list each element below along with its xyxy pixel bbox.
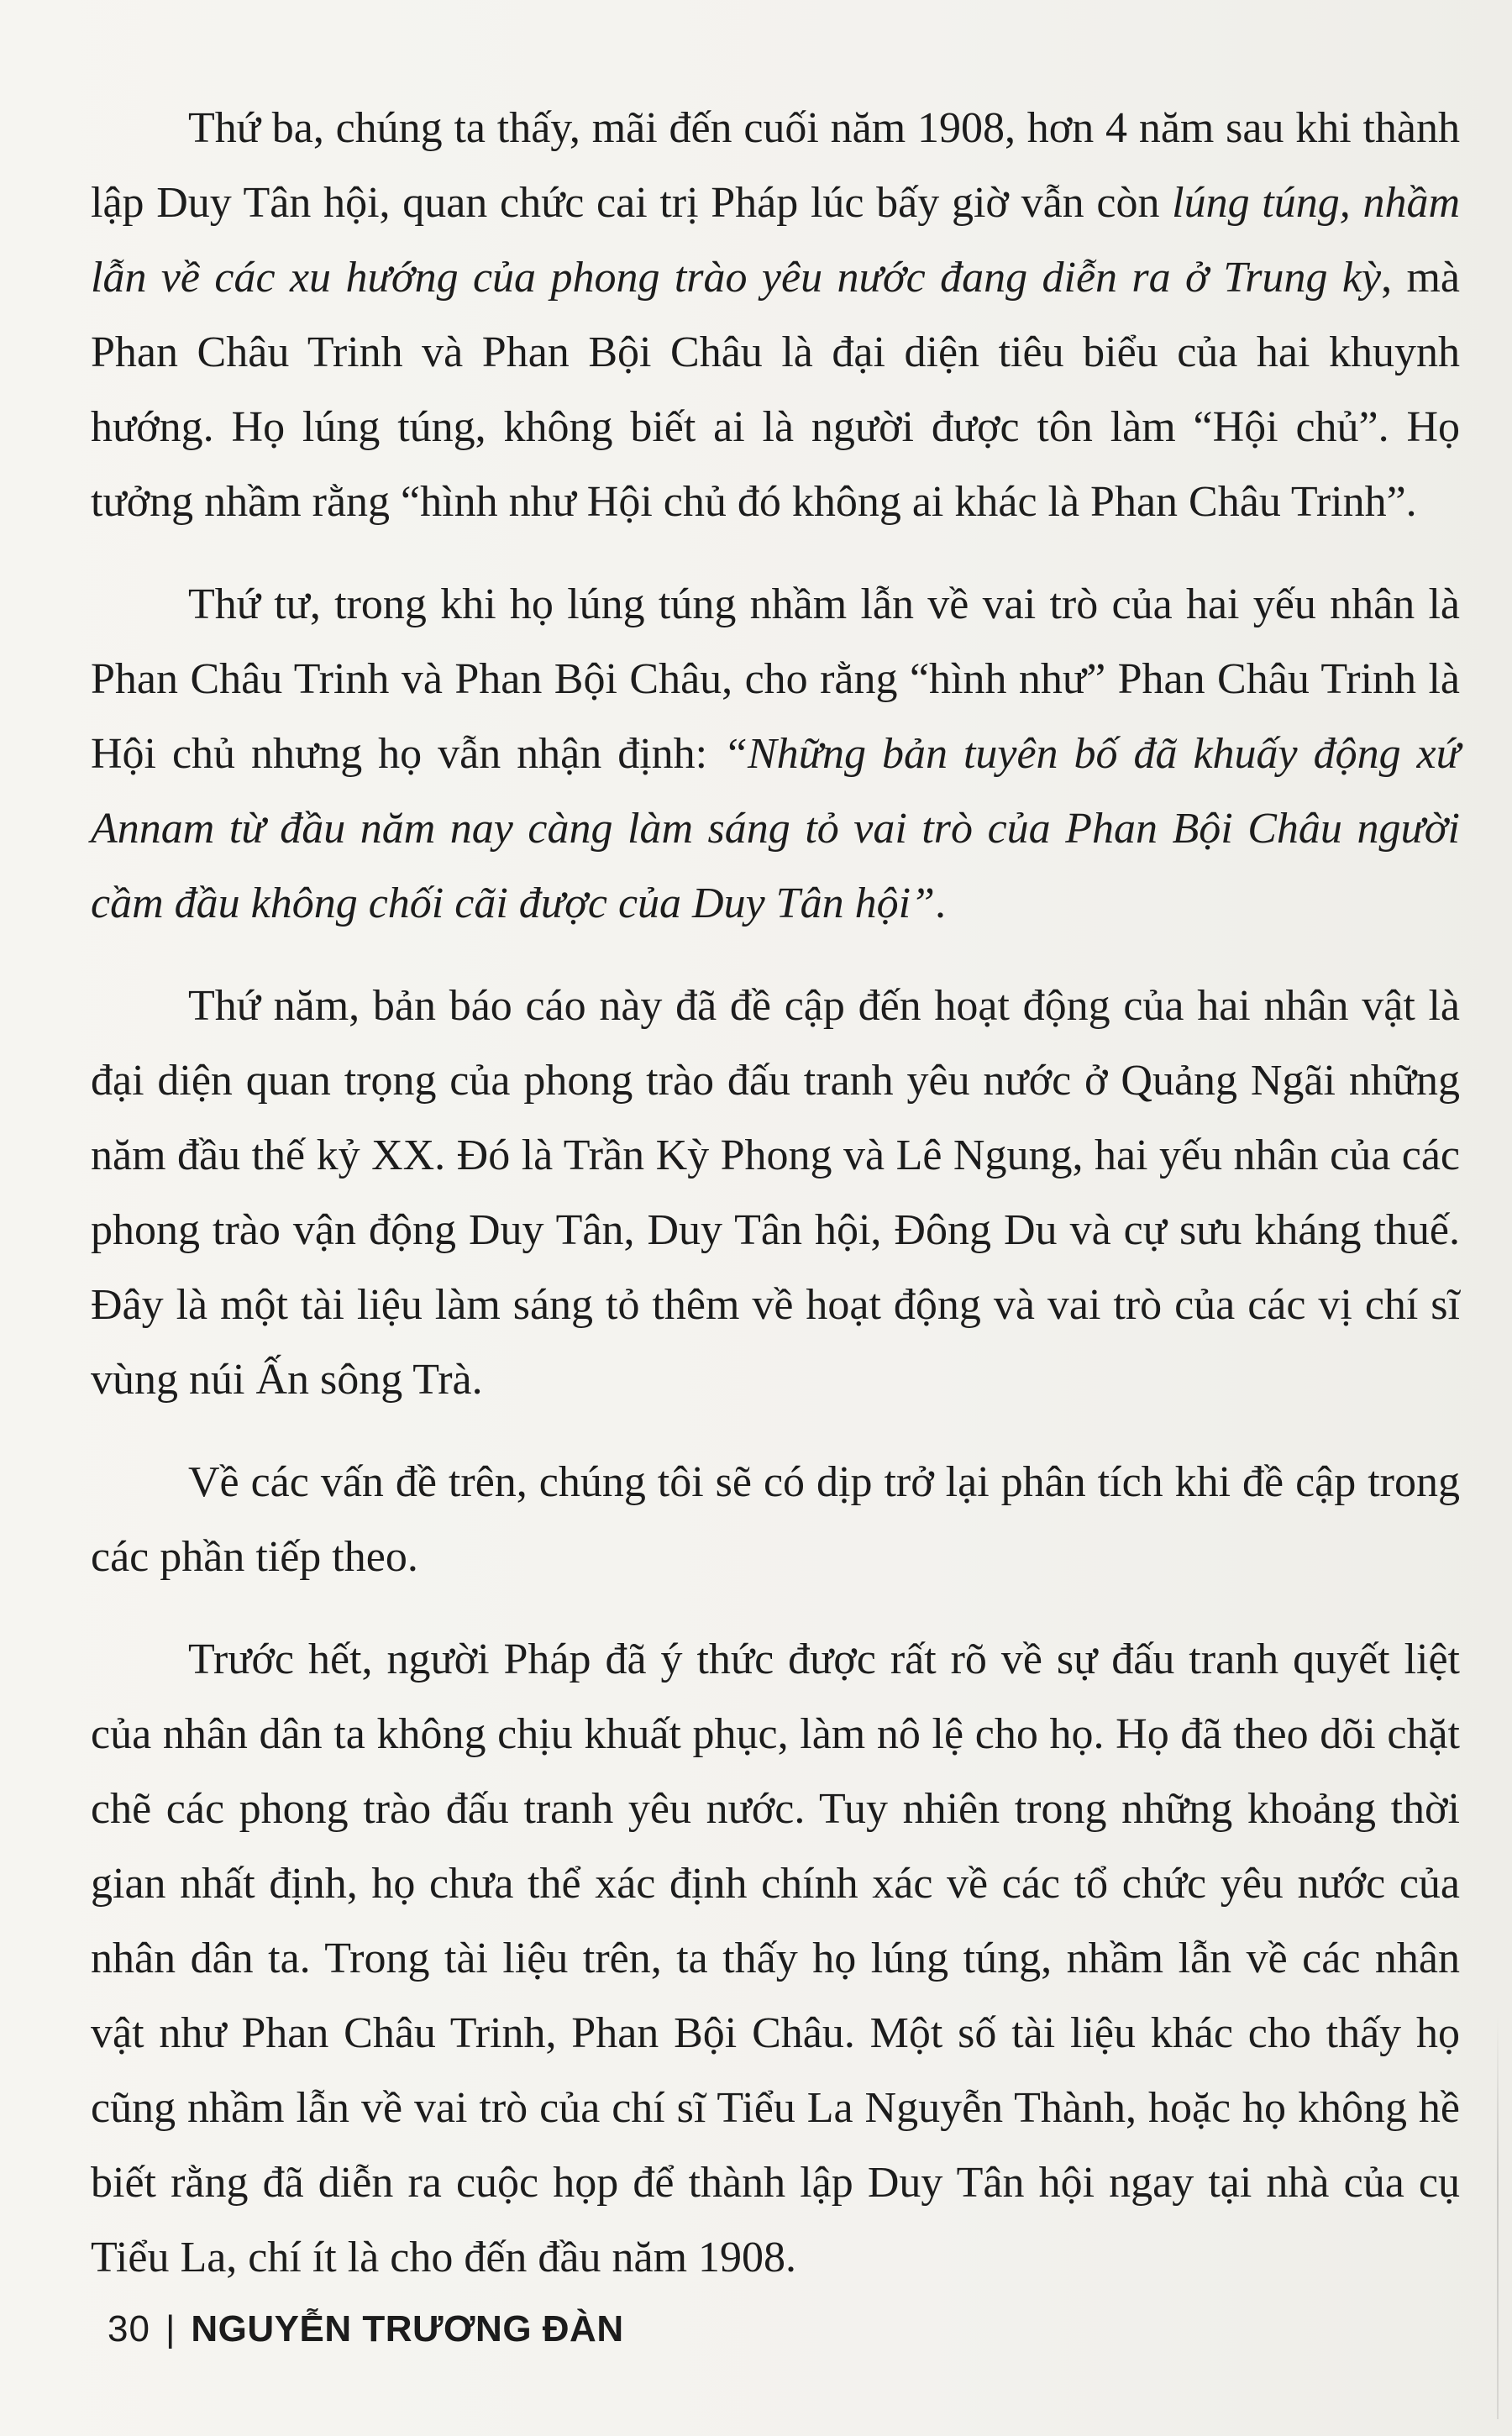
paragraph-4 (91, 1445, 1460, 1594)
author-name: NGUYỄN TRƯƠNG ĐÀN (191, 2308, 624, 2349)
para-5-seg-1: Trước hết, người Pháp đã ý thức được rất rõ về sự đấu tranh quyết liệt của nhân dân ta không chịu khuất phục, làm nô lệ cho họ. Họ đã theo dõi chặt chẽ các phong trào đấu tranh yêu nước. Tuy nhiên trong những khoảng thời gian nhất định, họ chưa thể xác định chính xác về các tổ chức yêu nước của nhân dân ta. Trong tài liệu trên, ta thấy họ lúng túng, nhầm lẫn về các nhân vật như Phan Châu Trinh, Phan Bội Châu. Một số tài liệu khác cho thấy họ cũng nhầm lẫn về vai trò của chí sĩ Tiểu La Nguyễn Thành, hoặc họ không hề biết rằng đã diễn ra cuộc họp để thành lập Duy Tân hội ngay tại nhà của cụ Tiểu La, chí ít là cho đến đầu năm 1908. (91, 1635, 1460, 2281)
paragraph-2 (91, 567, 1460, 941)
paragraph-1 (91, 91, 1460, 539)
para-1-seg-3: , mà Phan Châu Trinh và Phan Bội Châu là đại diện tiêu biểu của hai khuynh hướng. Họ lúng túng, không biết ai là người được tôn làm “Hội chủ”. Họ tưởng nhầm rằng “hình như Hội chủ đó không ai khác là Phan Châu Trinh”. (91, 254, 1460, 526)
para-1-seg-1: Thứ ba, chúng ta thấy, mãi đến cuối năm 1908, hơn 4 năm sau khi thành lập Duy Tân hội, quan chức cai trị Pháp lúc bấy giờ vẫn còn (91, 104, 1460, 227)
paragraph-5 (91, 1622, 1460, 2295)
page-edge-shadow (1497, 2016, 1499, 2419)
para-3-seg-1: Thứ năm, bản báo cáo này đã đề cập đến hoạt động của hai nhân vật là đại diện quan trọng của phong trào đấu tranh yêu nước ở Quảng Ngãi những năm đầu thế kỷ XX. Đó là Trần Kỳ Phong và Lê Ngung, hai yếu nhân của các phong trào vận động Duy Tân, Duy Tân hội, Đông Du và cự sưu kháng thuế. Đây là một tài liệu làm sáng tỏ thêm về hoạt động và vai trò của các vị chí sĩ vùng núi Ấn sông Trà. (91, 982, 1460, 1404)
para-1-italic-quote: lúng túng, nhầm lẫn về các xu hướng của phong trào yêu nước đang diễn ra ở Trung kỳ (91, 179, 1460, 302)
para-2-seg-3: . (934, 879, 946, 927)
para-4-seg-1: Về các vấn đề trên, chúng tôi sẽ có dịp trở lại phân tích khi đề cập trong các phần tiếp theo. (91, 1458, 1460, 1581)
para-2-italic-quote: “Những bản tuyên bố đã khuấy động xứ Annam từ đầu năm nay càng làm sáng tỏ vai trò của Phan Bội Châu người cầm đầu không chối cãi được của Duy Tân hội” (91, 730, 1460, 927)
paragraph-3 (91, 969, 1460, 1417)
body-text (91, 91, 1460, 2323)
para-2-seg-1: Thứ tư, trong khi họ lúng túng nhầm lẫn về vai trò của hai yếu nhân là Phan Châu Trinh và Phan Bội Châu, cho rằng “hình như” Phan Châu Trinh là Hội chủ nhưng họ vẫn nhận định: (91, 580, 1460, 778)
page-number: 30 (108, 2308, 150, 2349)
page-footer (108, 2308, 624, 2350)
footer-separator: | (165, 2308, 176, 2349)
